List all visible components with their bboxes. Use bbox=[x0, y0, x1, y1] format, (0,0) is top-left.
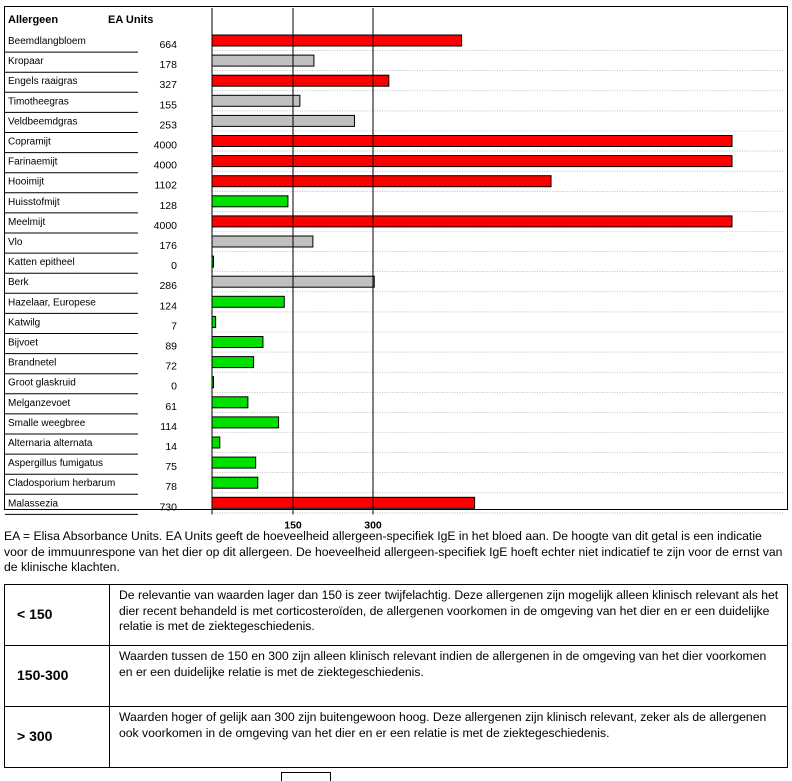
legend-range-high: > 300 bbox=[5, 707, 110, 768]
column-header-allergen: Allergeen bbox=[8, 14, 59, 26]
value-label: 155 bbox=[159, 99, 177, 112]
legend-range-low: < 150 bbox=[5, 585, 110, 646]
value-label: 0 bbox=[171, 260, 177, 273]
bar bbox=[212, 35, 462, 46]
legend-range-mid: 150-300 bbox=[5, 646, 110, 707]
category-label: Bijvoet bbox=[8, 337, 39, 349]
value-label: 72 bbox=[165, 360, 177, 373]
category-label: Aspergillus fumigatus bbox=[8, 458, 104, 470]
bar bbox=[212, 296, 284, 307]
category-label: Malassezia bbox=[8, 498, 59, 510]
ea-units-note: EA = Elisa Absorbance Units. EA Units geeft de hoeveelheid allergeen-specifiek IgE in het bloed aan. De hoogte van dit getal is een indicatie voor de immuunrespone van het dier op dit allergeen. De hoeveelheid allergeen-specifiek IgE hoeft echter niet indicatief te zijn voor de ernst van de klinische klachten. bbox=[4, 529, 783, 574]
category-label: Beemdlangbloem bbox=[8, 36, 86, 47]
category-label: Hazelaar, Europese bbox=[8, 297, 96, 309]
legend-text-low: De relevantie van waarden lager dan 150 is zeer twijfelachtig. Deze allergenen zijn mogelijk alleen klinisch relevant als het dier recent behandeld is met corticosteroïden, de allergenen voorkomen in de omgeving van het dier en er een duidelijke relatie is met de ziektegeschiedenis. bbox=[110, 585, 788, 646]
value-label: 176 bbox=[159, 240, 177, 252]
reference-tick-label: 150 bbox=[284, 519, 302, 532]
value-label: 114 bbox=[160, 420, 177, 433]
value-label: 286 bbox=[159, 280, 177, 293]
bar bbox=[212, 75, 389, 86]
bar bbox=[212, 357, 254, 368]
category-label: Kropaar bbox=[8, 56, 44, 68]
category-label: Hooimijt bbox=[8, 176, 45, 188]
value-label: 78 bbox=[165, 481, 177, 494]
category-label: Alternaria alternata bbox=[8, 438, 93, 449]
bar bbox=[212, 176, 551, 187]
value-label: 128 bbox=[159, 199, 177, 212]
legend-text-mid: Waarden tussen de 150 en 300 zijn alleen klinisch relevant indien de allergenen in de omgeving van het dier voorkomen en er een duidelijke relatie is met de ziektegeschiedenis. bbox=[110, 646, 788, 707]
chart-rows bbox=[5, 35, 784, 514]
category-label: Katten epitheel bbox=[8, 257, 75, 269]
bar bbox=[212, 95, 300, 106]
bar bbox=[212, 316, 216, 327]
category-label: Timotheegras bbox=[8, 96, 69, 108]
category-label: Engels raaigras bbox=[8, 76, 78, 88]
bar bbox=[212, 55, 314, 66]
value-label: 664 bbox=[159, 39, 177, 51]
value-label: 178 bbox=[159, 59, 177, 72]
interpretation-legend bbox=[4, 584, 788, 768]
category-label: Katwilg bbox=[8, 317, 41, 329]
category-label: Groot glaskruid bbox=[8, 377, 76, 389]
value-label: 4000 bbox=[153, 219, 177, 232]
bar bbox=[212, 337, 263, 348]
category-label: Melganzevoet bbox=[8, 397, 71, 409]
bar bbox=[212, 497, 475, 508]
legend-row-high bbox=[5, 707, 788, 768]
value-label: 4000 bbox=[153, 139, 177, 152]
bar bbox=[212, 437, 220, 448]
bar bbox=[212, 477, 258, 488]
category-label: Copramijt bbox=[8, 136, 51, 148]
value-label: 75 bbox=[165, 461, 177, 474]
bar bbox=[212, 136, 732, 147]
value-label: 730 bbox=[159, 501, 177, 514]
value-label: 0 bbox=[171, 380, 177, 393]
bar bbox=[212, 196, 288, 207]
bar bbox=[212, 417, 279, 428]
bar bbox=[212, 397, 248, 408]
legend-row-low bbox=[5, 585, 788, 646]
category-label: Berk bbox=[8, 277, 29, 289]
value-label: 253 bbox=[159, 119, 177, 132]
value-label: 61 bbox=[165, 400, 177, 413]
bar bbox=[212, 115, 354, 126]
category-label: Vlo bbox=[8, 237, 23, 248]
value-label: 14 bbox=[165, 441, 177, 453]
bar bbox=[212, 156, 732, 167]
value-label: 1102 bbox=[154, 179, 177, 192]
category-label: Veldbeemdgras bbox=[8, 116, 78, 128]
value-label: 7 bbox=[171, 320, 177, 333]
reference-tick-label: 300 bbox=[364, 519, 382, 532]
column-header-ea-units: EA Units bbox=[108, 14, 154, 26]
category-label: Brandnetel bbox=[8, 357, 57, 369]
category-label: Smalle weegbree bbox=[8, 417, 86, 429]
bar bbox=[212, 457, 256, 468]
bar bbox=[212, 236, 313, 247]
value-label: 4000 bbox=[153, 159, 177, 172]
legend-text-high: Waarden hoger of gelijk aan 300 zijn buitengewoon hoog. Deze allergenen zijn klinisch relevant, zeker als de allergenen ook voorkomen in de omgeving van het dier en er een relatie is met de ziektegeschiedenis. bbox=[110, 707, 788, 768]
category-label: Farinaemijt bbox=[8, 156, 58, 168]
value-label: 89 bbox=[165, 340, 177, 353]
value-label: 124 bbox=[159, 300, 177, 313]
value-label: 327 bbox=[159, 79, 177, 92]
legend-row-mid bbox=[5, 646, 788, 707]
category-label: Meelmijt bbox=[8, 216, 46, 228]
footer-box bbox=[281, 772, 331, 781]
category-label: Cladosporium herbarum bbox=[8, 478, 116, 490]
category-label: Huisstofmijt bbox=[8, 196, 60, 208]
bar bbox=[212, 216, 732, 227]
